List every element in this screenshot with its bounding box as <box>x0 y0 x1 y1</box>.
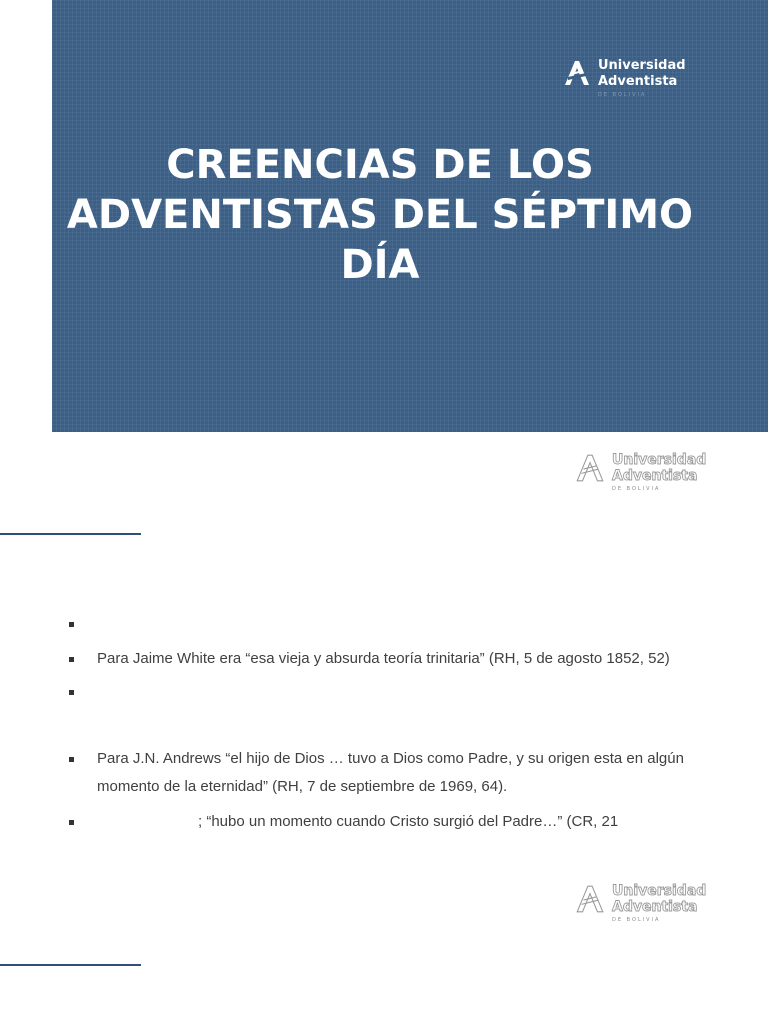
divider <box>0 964 141 966</box>
divider <box>0 533 141 535</box>
logo-line2: Adventista <box>612 899 698 915</box>
logo-subtitle: DE BOLIVIA <box>612 917 661 923</box>
logo-line2: Adventista <box>612 468 698 484</box>
bullet-text: Para J.N. Andrews “el hijo de Dios … tuvo a Dios como Padre, y su origen esta en algún momento de la eternidad” (RH, 7 de septiembre de 1969, 64). <box>97 750 684 795</box>
bullet-text: ; “hubo un momento cuando Cristo surgió del Padre…” (CR, 21 <box>198 813 619 830</box>
university-logo <box>562 58 686 99</box>
logo-line1: Universidad <box>612 883 707 899</box>
bullet-text: Para Jaime White era “esa vieja y absurda teoría trinitaria” (RH, 5 de agosto 1852, 52) <box>97 650 670 667</box>
logo-mark-icon <box>574 883 606 915</box>
bullet-icon <box>69 622 74 627</box>
logo-subtitle: DE BOLIVIA <box>598 92 647 98</box>
bullet-icon <box>69 690 74 695</box>
slide-title: CREENCIAS DE LOS ADVENTISTAS DEL SÉPTIMO DÍA <box>66 142 694 288</box>
bullet-icon <box>69 820 74 825</box>
logo-subtitle: DE BOLIVIA <box>612 486 661 492</box>
logo-mark-icon <box>562 58 592 88</box>
bullet-icon <box>69 657 74 662</box>
university-logo-tertiary <box>574 883 706 924</box>
university-logo-secondary <box>574 452 706 493</box>
logo-line1: Universidad <box>612 452 707 468</box>
logo-line1: Universidad <box>598 58 686 73</box>
logo-mark-icon <box>574 452 606 484</box>
bullet-icon <box>69 757 74 762</box>
logo-line2: Adventista <box>598 74 678 89</box>
